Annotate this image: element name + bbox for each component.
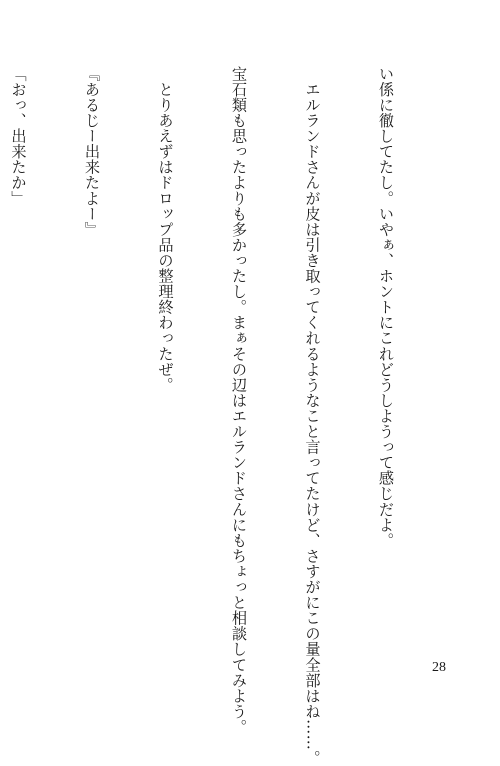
text-line: エルランドさんが皮は引き取ってくれるようなこと言ってたけど、さすがにこの量全部はね……。 [303,66,322,766]
text-line: い係に徹してたし。いやぁ、ホントにこれどうしようって感じだよ。 [377,66,395,549]
text-line: 宝石類も思ったよりも多かったし。まぁその辺はエルランドさんにもちょっと相談してみよう。 [230,66,248,735]
page-number: 28 [432,660,446,675]
text-line: 「おっ、出来たか」 [9,66,28,206]
text-line: とりあえずはドロップ品の整理終わったぜ。 [156,66,175,393]
text-line: 『あるじー出来たよー』 [83,66,101,238]
